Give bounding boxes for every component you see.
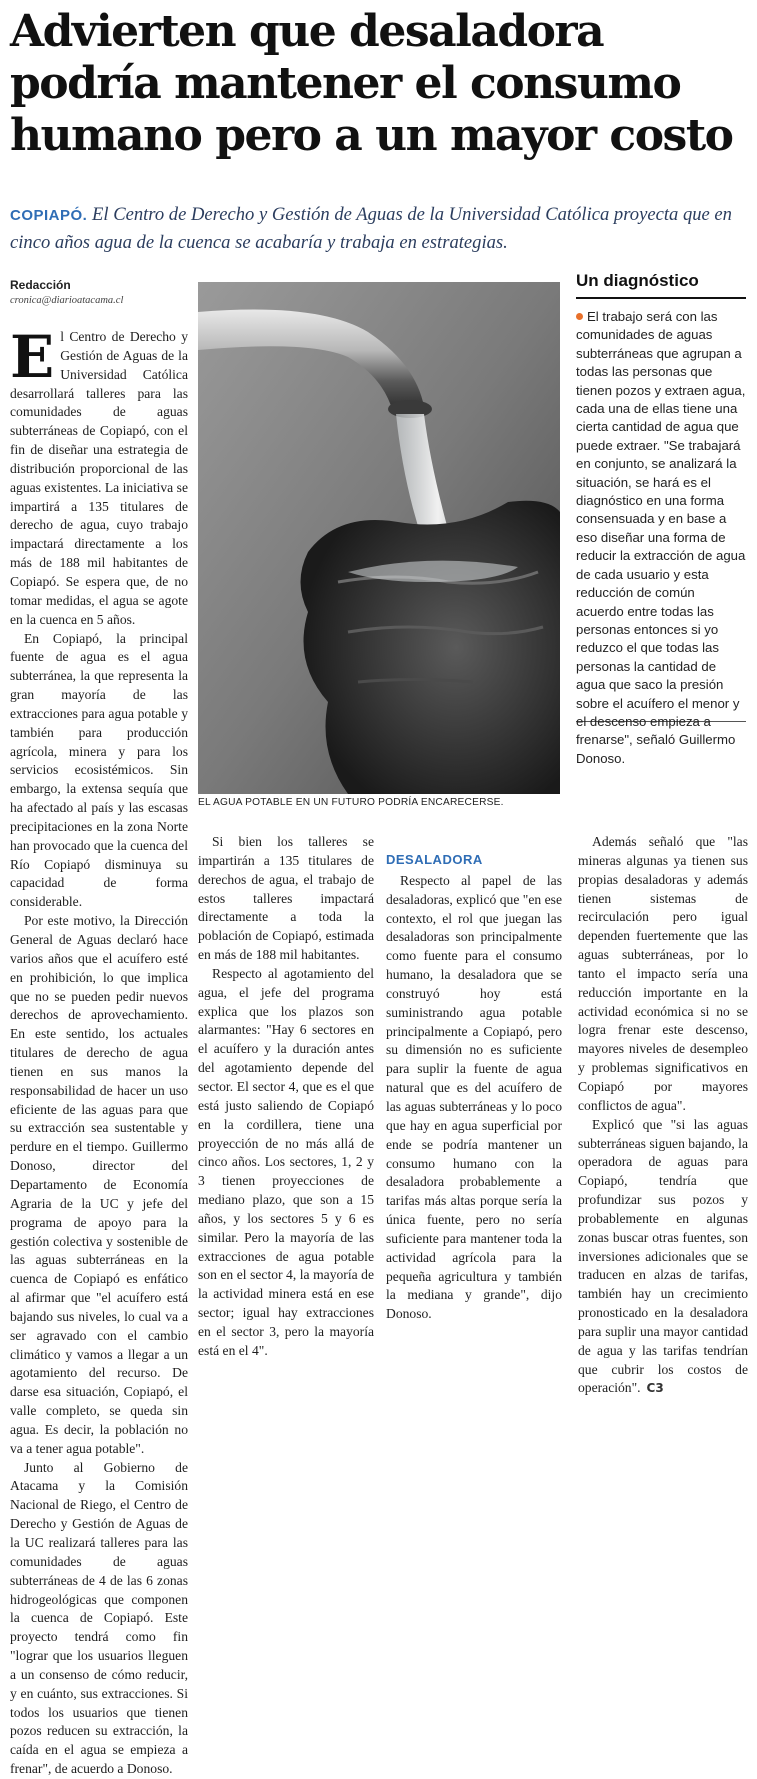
article-paragraph: Junto al Gobierno de Atacama y la Comisión Nacional de Riego, el Centro de Derecho y Gestión de Aguas de la UC realizará talleres para las comunidades de aguas subterráneas de 4 de las 6 zonas hidrogeológicas que componen la cuenca de Copiapó. Este proyecto tendrá como fin "lograr que los usuarios lleguen a un consenso de cómo reducir, y en cuánto, sus extracciones. Si todos los usuarios que tienen pozos reducen su extracción, la caída en el agua se empieza a frenar", de acuerdo a Donoso.: [10, 1459, 188, 1777]
subhead-desaladora: DESALADORA: [386, 852, 483, 867]
faucet-photo-illustration: [198, 282, 560, 794]
headline-line-3: humano pero a un mayor costo: [10, 110, 733, 161]
article-paragraph: Por este motivo, la Dirección General de Aguas declaró hace varios años que el acuífero esté en prohibición, lo que implica que no se pueden pedir nuevos derechos de aprovechamiento. En este sentido, los actuales titulares de derecho de agua tienen en sus manos la responsabilidad de hacer un uso eficiente de las aguas para que su extracción sea sustentable y perdure en el tiempo. Guillermo Donoso, director del Departamento de Economía Agraria de la UC y jefe del programa de apoyo para la gestión colectiva y sostenible de las aguas subterráneas en la cuenca de Copiapó es enfático al afirmar que "el acuífero está bajando sus niveles, lo cual va a ser agravado con el cambio climático y vamos a llegar a un agotamiento del recurso. De darse esa situación, Copiapó, el valle completo, se queda sin agua. Es decir, la población no va a tener agua potable".: [10, 913, 188, 1456]
orange-bullet-icon: [576, 313, 583, 320]
byline-email: cronica@diarioatacama.cl: [10, 295, 124, 306]
article-paragraph: [578, 1116, 748, 1399]
sidebar-title: Un diagnóstico: [576, 271, 746, 299]
sidebar-box: [576, 308, 746, 766]
article-paragraph: [10, 323, 188, 630]
sidebar-text: El trabajo será con las comunidades de aguas subterráneas que agrupan a todas las personas que tienen pozos y extraen agua, cada una de ellas tiene una cierta cantidad de agua que puede extraer. "Se trabajará en conjunto, se analizará la situación, se hará es el diagnóstico en una forma consensuada y en base a eso diseñar una forma de reducir la extracción de agua de cada usuario y esta reducción de común acuerdo entre todas las personas entonces si yo reduzco el que todas las personas la cantidad de agua que saco la presión sobre el acuífero el menor y el descenso empieza a frenarse", señaló Guillermo Donoso.: [576, 309, 746, 766]
headline-line-1: Advierten que desaladora: [10, 6, 604, 57]
paragraph-text: l Centro de Derecho y Gestión de Aguas de la Universidad Católica desarrollará talleres para las comunidades de aguas subterráneas de Copiapó, con el fin de diseñar una estrategia de distribución proporcional de las aguas existentes. La iniciativa se impartirá a 135 titulares de derecho de agua, cuyo trabajo impactará directamente a los más de 188 mil habitantes de Copiapó. Se espera que, de no tomar medidas, el agua se agote en la cuenca en 5 años.: [10, 329, 188, 627]
lead-place: COPIAPÓ.: [10, 207, 88, 224]
byline: [10, 278, 123, 306]
article-paragraph: Además señaló que "las mineras algunas ya tienen sus propias desaladoras y además tienen sistemas de recirculación pero igual dependen fuertemente que las aguas subterráneas, por lo tanto el impacto sería una reducción importante en la actividad económica si no se logra frenar este descenso, mayores niveles de desempleo y problemas significativos en Copiapó por mayores conflictos de agua".: [578, 834, 748, 1113]
faucet-water-hands-photo: [198, 282, 560, 794]
lead-paragraph: [10, 201, 750, 256]
article-column-2: [198, 833, 374, 1400]
article-paragraph: En Copiapó, la principal fuente de agua es el agua subterránea, la que representa la gran mayoría de las extracciones para agua potable y también para producción agrícola, minera y para los servicios ecosistémicos. Sin embargo, la extensa sequía que ha afectado al país y las escasas precipitaciones en la zona Norte han provocado que la cuenca del Río Copiapó disminuya su capacidad de forma considerable.: [10, 630, 188, 910]
article-paragraph: Respecto al agotamiento del agua, el jefe del programa explica que los plazos son alarmantes: "Hay 6 sectores en el acuífero y la duración antes del agotamiento depende del sector. El sector 4, que es el que está justo saliendo de Copiapó en la cordillera, tiene una proyección de no más allá de cinco años. Los sectores, 1, 2 y 3 tienen proyecciones de mediano plazo, que son a 15 años, y los sectores 5 y 6 es similar. Pero la mayoría de las extracciones de agua potable son en el sector 4, la mayoría de la actividad minera está en ese sector; igual hay extracciones en el sector 3, pero la mayoría está en el 4".: [198, 965, 374, 1358]
headline: [10, 6, 750, 162]
photo-caption: EL AGUA POTABLE EN UN FUTURO PODRÍA ENCARECERSE.: [198, 797, 504, 808]
byline-author: Redacción: [10, 278, 71, 292]
article-column-4: [578, 833, 748, 1400]
paragraph-text: Explicó que "si las aguas subterráneas siguen bajando, la operadora de aguas para Copiapó, tendría que profundizar sus pozos y probablemente en algunas zonas buscar otras fuentes, son inversiones adicionales que se traducen en alzas de tarifas, también hay un crecimiento pronosticado en la desaladora para suplir una mayor cantidad de agua y las tarifas tendrían que cubrir los costos de operación".: [578, 1116, 748, 1396]
article-column-3: [386, 833, 562, 1400]
end-mark-icon: C3: [646, 1381, 664, 1396]
article-column-1: [10, 323, 188, 1777]
drop-cap: E: [10, 323, 55, 391]
article-paragraph: Respecto al papel de las desaladoras, explicó que "en ese contexto, el rol que juegan las desaladoras son principalmente como fuente para el consumo humano, la desaladora que se construyó hoy está suministrando agua potable principalmente a Copiapó, pero su dimensión no es suficiente para suplir la fuente de agua natural que es del acuífero de las aguas subterráneas y lo poco que hay en agua superficial por ende se podría mantener un consumo humano con la desaladora probablemente a tarifas más altas porque sería la única fuente, pero no sería suficiente para mantener toda la actividad agrícola para la pequeña agricultura y también la mediana y grande", dijo Donoso.: [386, 872, 562, 1322]
headline-line-2: podría mantener el consumo: [10, 58, 681, 109]
article-paragraph: Si bien los talleres se impartirán a 135 titulares de derechos de agua, el trabajo de estos talleres impactará directamente a toda la población de Copiapó, estimada en más de 188 mil habitantes.: [198, 834, 374, 963]
lead-text: El Centro de Derecho y Gestión de Aguas de la Universidad Católica proyecta que en cinco años agua de la cuenca se acabaría y trabaja en estrategias.: [10, 204, 732, 253]
